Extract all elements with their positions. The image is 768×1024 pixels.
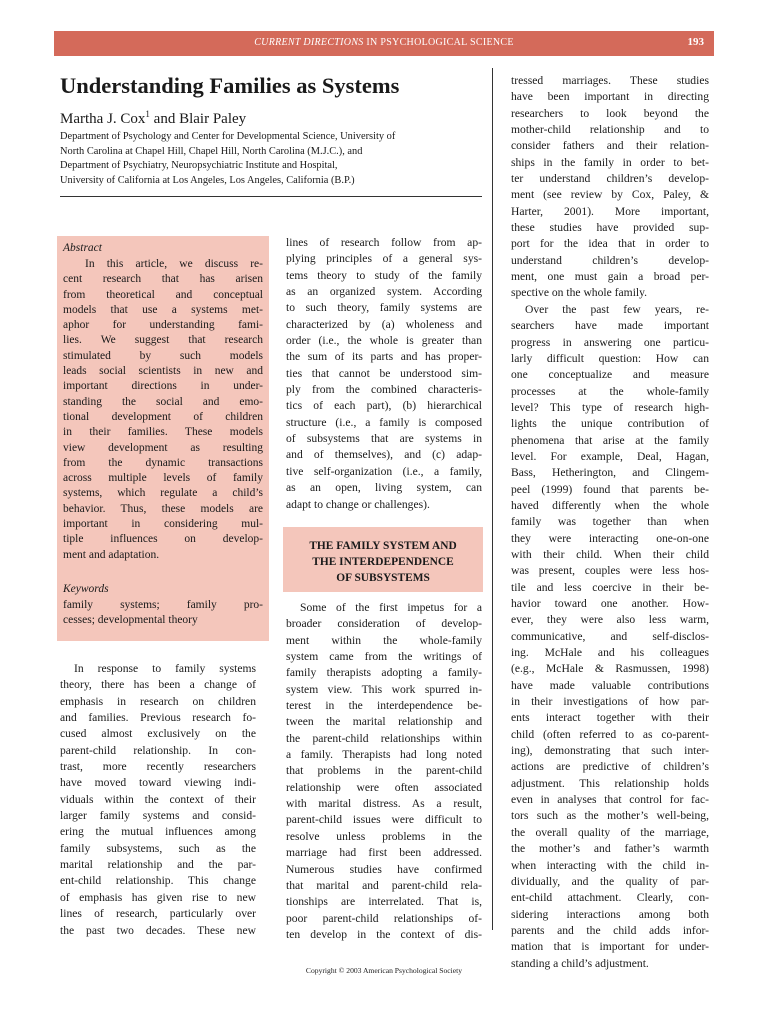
body-line: have been important in directing [511, 90, 709, 104]
body-line: poor parent-child relationships of- [286, 911, 482, 925]
body-line: Over the past few years, re- [525, 302, 709, 316]
body-line: plying principles of a general sys- [286, 252, 482, 266]
body-line: family therapists adopting a family- [286, 666, 482, 680]
abstract-line: important in considering mul- [63, 518, 263, 531]
abstract-line: In this article, we discuss re- [85, 258, 263, 270]
affiliation-line: Department of Psychology and Center for Developmental Science, University of [60, 131, 396, 142]
body-line: ering the mutual influences among [60, 825, 256, 839]
body-line: Some of the first impetus for a [300, 601, 482, 614]
body-line: Harter, 2001). More important, [511, 204, 709, 218]
body-line: viduals within the context of their [60, 792, 256, 806]
copyright-footer: Copyright © 2003 American Psychological Society [305, 966, 463, 975]
running-header [54, 31, 714, 56]
body-line: ment within the whole-family [286, 633, 482, 647]
section-heading [283, 538, 483, 586]
body-line: cused almost exclusively on the [60, 727, 256, 741]
body-line: Bass, Hetherington, and Clingem- [511, 466, 709, 480]
author-line [60, 104, 480, 129]
body-line: communicative, and self-disclos- [511, 629, 709, 643]
body-line: the parent-child relationships within [286, 731, 482, 745]
body-line: ever, they were also less warm, [511, 613, 709, 627]
body-line: ing. McHale and his colleagues [511, 646, 709, 660]
body-line: mation that is important for under- [511, 940, 709, 954]
body-line: that marital and parent-child rela- [286, 878, 482, 892]
body-line: ent-child attachment. Clearly, con- [511, 891, 709, 905]
abstract-line: standing the social and emo- [63, 395, 263, 408]
body-line: parent-child issues were difficult to [286, 813, 482, 827]
article-title: Understanding Families as Systems [60, 73, 400, 98]
body-line: that problems in the parent-child [286, 764, 482, 778]
body-line: lines of research, particularly over [60, 907, 256, 921]
body-line: understand children’s develop- [511, 253, 709, 267]
body-line: spective on the whole family. [511, 286, 648, 300]
body-line: tionships are interrelated. That is, [286, 895, 482, 909]
body-line: ing), demonstrating that such inter- [511, 744, 709, 758]
body-line: parent-child relationship. In con- [60, 743, 256, 757]
abstract-line: systems, which regulate a child’s [63, 487, 263, 500]
column-2-body-top [286, 235, 482, 513]
body-line: peel (1999) found that parents be- [511, 482, 709, 496]
abstract-text [63, 257, 263, 563]
body-line: ment (see review by Cox, Paley, & [511, 188, 709, 202]
body-line: dividually, and the quality of par- [511, 874, 709, 888]
keywords-label: Keywords [63, 583, 109, 595]
body-line: ply from the combined characteris- [286, 383, 482, 397]
abstract-line: cent research that has arisen [63, 273, 263, 286]
abstract-line: view development as resulting [63, 441, 263, 454]
column-2-body-bottom [286, 600, 482, 943]
body-line: ten develop in the context of dis- [286, 927, 482, 941]
abstract-line: models that use a systems met- [63, 303, 263, 316]
abstract-line: leads social scientists in new and [63, 365, 263, 378]
keywords-line: cesses; developmental theory [63, 614, 198, 627]
body-line: terest in the interdependence be- [286, 699, 482, 713]
body-line: and of themselves), and (c) adap- [286, 448, 482, 462]
body-line: the past two decades. These new [60, 923, 256, 937]
body-line: was present, couples were less hos- [511, 564, 709, 578]
body-line: family subsystems, such as the [60, 841, 256, 855]
affiliation-line: North Carolina at Chapel Hill, Chapel Hill, North Carolina (M.J.C.), and [60, 145, 363, 157]
body-line: ents interact together with their [511, 711, 709, 725]
body-line: marital relationship and the par- [60, 858, 256, 872]
abstract-box [57, 236, 269, 641]
body-line: port for the idea that in order to [511, 237, 709, 251]
body-line: structure (i.e., a family is composed [286, 415, 482, 429]
section-heading-box [283, 527, 483, 592]
body-line: child (often referred to as co-parent- [511, 727, 709, 741]
column-divider [492, 68, 493, 930]
body-line: tive self-organization (i.e., a family, [286, 464, 482, 478]
body-line: tile and less coercive in their be- [511, 580, 709, 594]
column-1-body [60, 661, 256, 939]
body-line: family was together than when [511, 515, 709, 529]
body-line: trast, more recently researchers [60, 760, 256, 774]
abstract-line: stimulated by such models [63, 349, 263, 362]
body-line: ment, one must gain a broad per- [511, 270, 709, 284]
body-line: haved differently when the whole [511, 498, 709, 512]
body-line: larly difficult question: How can [511, 351, 709, 365]
body-line: tors such as the mother’s well-being, [511, 809, 709, 823]
body-line: as an open, living system, can [286, 481, 482, 495]
body-line: consider fathers and their relation- [511, 139, 709, 153]
affiliation-line: Department of Psychiatry, Neuropsychiatric Institute and Hospital, [60, 160, 338, 172]
body-line: relationship were often associated [286, 780, 482, 794]
body-line: searchers have made important [511, 319, 709, 333]
body-line: and families. Previous research fo- [60, 711, 256, 725]
body-line: ties that cannot be understood sim- [286, 366, 482, 380]
body-line: sidering interactions among both [511, 907, 709, 921]
body-line: phenomena that arise at the family [511, 433, 709, 447]
body-line: ships in the family in order to bet- [511, 155, 709, 169]
body-line: level? This type of research high- [511, 400, 709, 414]
affiliation [60, 130, 480, 188]
body-line: lights the unique contribution of [511, 417, 709, 431]
abstract-label: Abstract [63, 242, 102, 254]
body-line: progress in answering one particu- [511, 335, 709, 349]
body-line: standing a child’s adjustment. [511, 956, 649, 970]
body-line: the overall quality of the marriage, [511, 825, 709, 839]
page-number: 193 [687, 36, 704, 48]
body-line: theory, there has been a change of [60, 678, 256, 692]
section-heading-line: THE INTERDEPENDENCE [312, 556, 454, 568]
body-line: the mother’s and father’s warmth [511, 842, 709, 856]
keywords-line: family systems; family pro- [63, 599, 263, 611]
section-heading-line: THE FAMILY SYSTEM AND [309, 540, 457, 552]
body-line: havior toward one another. How- [511, 597, 709, 610]
body-line: (e.g., McHale & Rasmussen, 1998) [511, 662, 709, 676]
body-line: tressed marriages. These studies [511, 74, 709, 87]
abstract-line: tiple influences on develop- [63, 533, 263, 546]
column-3-body [511, 73, 709, 972]
body-line: ent-child relationship. This change [60, 874, 256, 888]
body-line: resolve unless problems in the [286, 829, 482, 843]
body-line: in their investigations of how par- [511, 695, 709, 709]
journal-name-rest: IN PSYCHOLOGICAL SCIENCE [363, 37, 514, 48]
body-line: mother-child relationship and to [511, 123, 709, 137]
body-line: they were interacting one-on-one [511, 531, 709, 545]
author-1: Martha J. Cox [60, 111, 146, 127]
body-line: level. For example, Deal, Hagan, [511, 449, 709, 463]
keywords-text [63, 598, 263, 629]
journal-name [54, 37, 714, 48]
body-line: marriage had first been addressed. [286, 846, 482, 860]
body-line: a family. Therapists had long noted [286, 748, 482, 762]
body-line: Numerous studies have confirmed [286, 862, 482, 876]
abstract-line: lies. We suggest that research [63, 334, 263, 347]
body-line: with marital distress. As a result, [286, 797, 482, 811]
body-line: system view. This work spurred in- [286, 682, 482, 696]
abstract-line: tional development of children [63, 410, 263, 423]
author-1-footnote-mark: 1 [145, 109, 150, 119]
body-line: broader consideration of develop- [286, 617, 482, 631]
abstract-line: ment and adaptation. [63, 548, 160, 561]
abstract-line: important directions in under- [63, 380, 263, 393]
body-line: of emphasis has given rise to new [60, 890, 256, 904]
body-line: have moved toward viewing indi- [60, 776, 256, 790]
body-line: parents and the child adds infor- [511, 923, 709, 937]
author-2: and Blair Paley [149, 111, 247, 127]
body-line: actions are predictive of children’s [511, 760, 709, 774]
body-line: when interacting with the child in- [511, 858, 709, 872]
abstract-line: across multiple levels of family [63, 472, 263, 485]
body-line: tics of each part), (b) hierarchical [286, 399, 482, 413]
body-line: system came from the writings of [286, 650, 482, 664]
body-line: have made valuable contributions [511, 678, 709, 692]
body-line: one conceptualize and measure [511, 368, 709, 382]
body-line: adjustment. This relationship holds [511, 776, 709, 790]
body-line: lines of research follow from ap- [286, 236, 482, 249]
body-line: larger family systems and consid- [60, 809, 256, 823]
journal-name-italic: CURRENT DIRECTIONS [254, 37, 364, 48]
body-line: these studies have provided sup- [511, 221, 709, 235]
affiliation-line: University of California at Los Angeles, Los Angeles, California (B.P.) [60, 174, 355, 186]
section-heading-line: OF SUBSYSTEMS [336, 572, 430, 584]
body-line: characterized by (a) wholeness and [286, 317, 482, 331]
abstract-line: aphor for understanding fami- [63, 319, 263, 332]
abstract-line: from theoretical and conceptual [63, 288, 263, 301]
title-divider [60, 196, 482, 197]
body-line: even in analyses that control for fac- [511, 793, 709, 807]
body-line: order (i.e., the whole is greater than [286, 334, 482, 348]
body-line: In response to family systems [74, 662, 256, 675]
abstract-line: from the dynamic transactions [63, 456, 263, 469]
body-line: to such theory, family systems are [286, 301, 482, 315]
body-line: ter understand children’s develop- [511, 172, 709, 186]
body-line: tween the marital relationship and [286, 715, 482, 729]
body-line: with their child. When their child [511, 547, 709, 561]
body-line: emphasis in research on children [60, 694, 256, 708]
abstract-line: behavior. Thus, these models are [63, 502, 263, 515]
body-line: as an organized system. According [286, 285, 482, 299]
body-line: processes at the whole-family [511, 384, 709, 398]
body-line: tems theory to study of the family [286, 268, 482, 282]
body-line: adapt to change or challenges). [286, 497, 430, 511]
body-line: the sum of its parts and has proper- [286, 350, 482, 364]
body-line: researchers to look beyond the [511, 106, 709, 120]
body-line: of subsystems that are systems in [286, 432, 482, 446]
abstract-line: in their families. These models [63, 426, 263, 439]
